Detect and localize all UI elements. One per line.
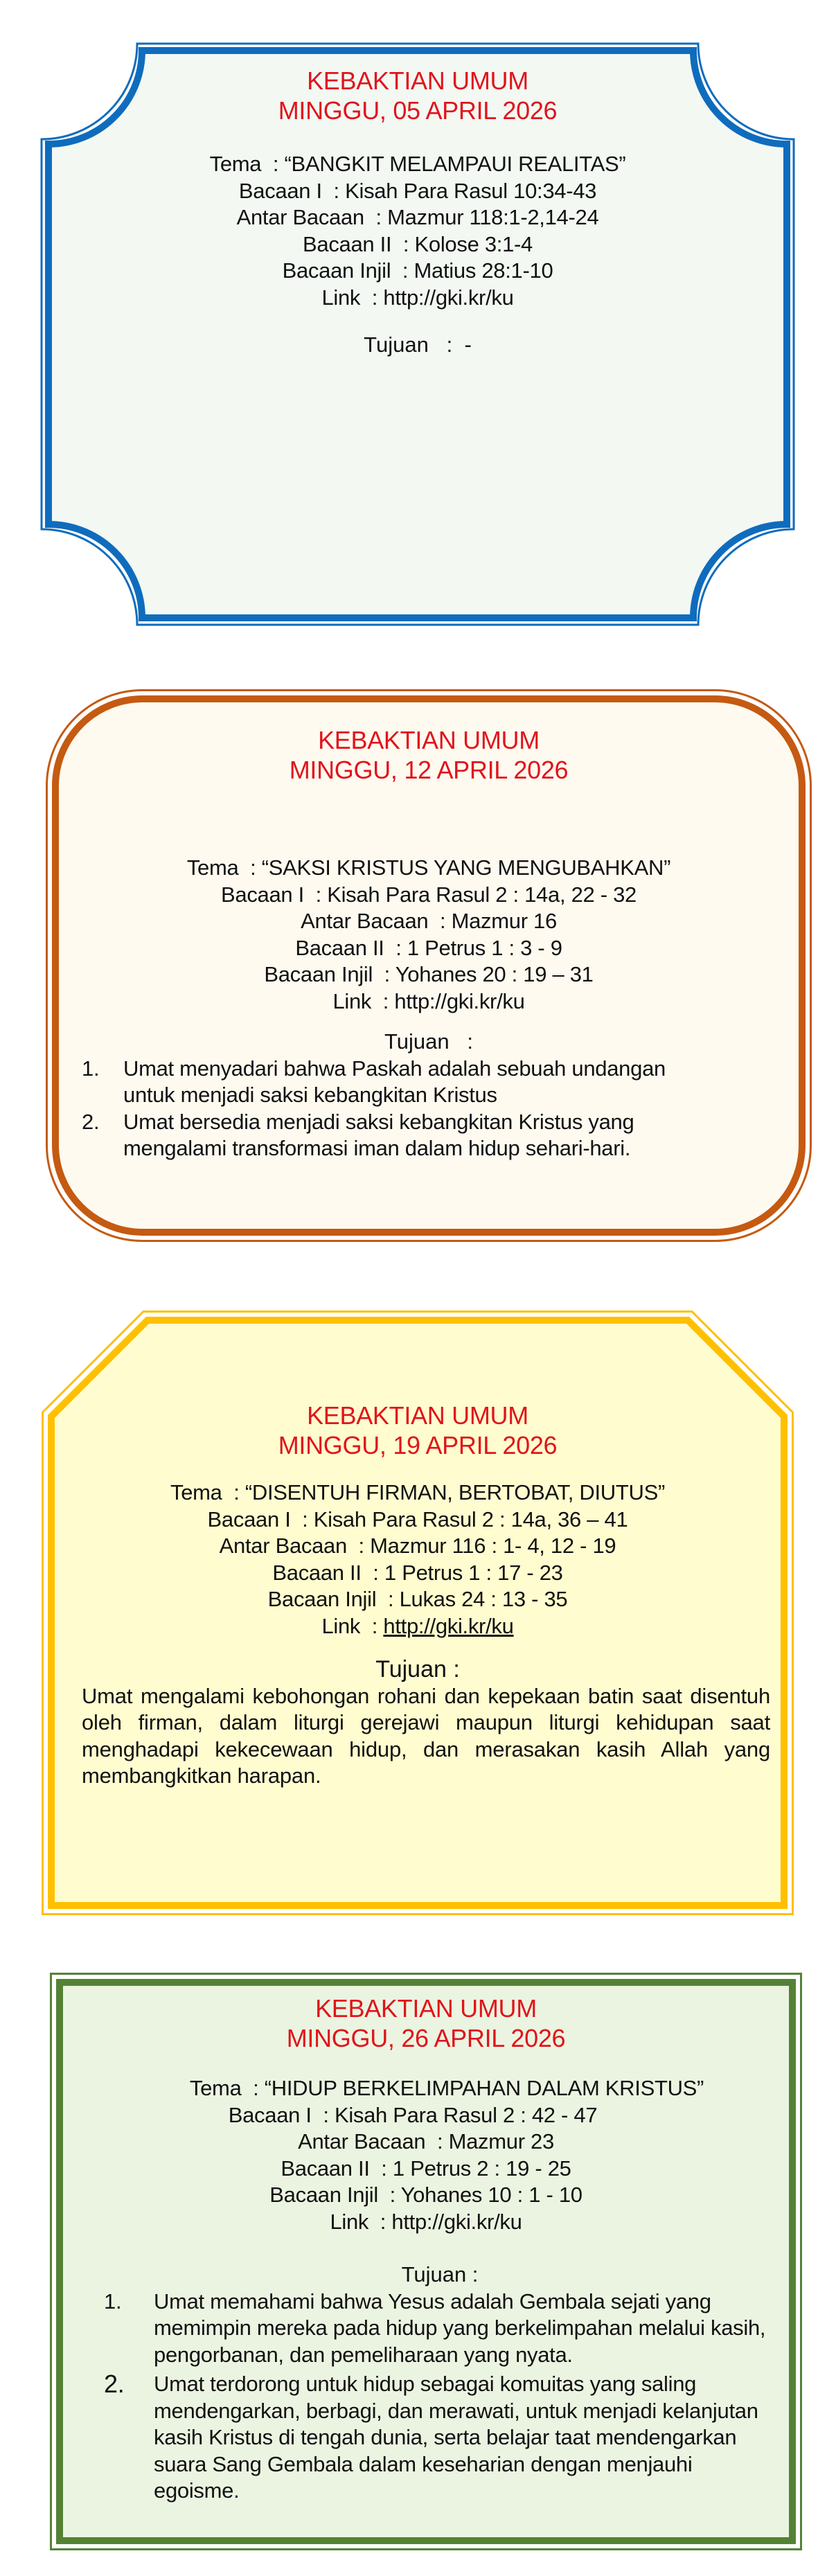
reading-1: Bacaan I : Kisah Para Rasul 2 : 14a, 36 – 41	[207, 1507, 628, 1531]
card-body	[42, 1401, 794, 1790]
gospel-reading: Bacaan Injil : Yohanes 20 : 19 – 31	[264, 962, 594, 986]
theme: Tema : “BANGKIT MELAMPAUI REALITAS”	[209, 152, 626, 176]
service-link[interactable]: http://gki.kr/ku	[391, 2209, 522, 2234]
link-row	[42, 285, 794, 312]
gospel-reading: Bacaan Injil : Yohanes 10 : 1 - 10	[269, 2183, 583, 2207]
card-body	[42, 66, 794, 359]
goal-number: 2.	[82, 1109, 100, 1134]
goals-paragraph: Umat mengalami kebohongan rohani dan kepekaan batin saat disentuh oleh firman, dalam liturgi gerejawi maupun liturgi kehidupan saat menghadapi kekecewaan hidup, dan merasakan kasih Allah yang membangkitkan harapan.	[82, 1683, 770, 1788]
link-label: Link :	[321, 285, 384, 310]
goal-item	[82, 1056, 691, 1109]
reading-2: Bacaan II : 1 Petrus 1 : 17 - 23	[272, 1560, 563, 1585]
link-row	[42, 1613, 794, 1640]
link-label: Link :	[332, 988, 395, 1013]
service-date: MINGGU, 05 APRIL 2026	[278, 96, 558, 125]
service-link[interactable]: http://gki.kr/ku	[383, 285, 514, 310]
goal-number: 2.	[104, 2370, 125, 2398]
theme: Tema : “SAKSI KRISTUS YANG MENGUBAHKAN”	[186, 855, 671, 880]
service-date: MINGGU, 26 APRIL 2026	[286, 2024, 566, 2052]
link-label: Link :	[321, 1613, 384, 1638]
service-link[interactable]: http://gki.kr/ku	[394, 988, 525, 1013]
service-card-apr-05	[42, 44, 794, 625]
goals-heading: Tujuan :	[401, 2262, 479, 2286]
goal-number: 1.	[82, 1056, 100, 1081]
reading-2: Bacaan II : 1 Petrus 1 : 3 - 9	[295, 935, 562, 960]
goals-heading: Tujuan :	[375, 1656, 460, 1682]
service-card-apr-26	[50, 1973, 802, 2550]
reading-1: Bacaan I : Kisah Para Rasul 10:34-43	[238, 178, 597, 203]
goals-heading: Tujuan : -	[364, 332, 472, 357]
psalm-reading: Antar Bacaan : Mazmur 16	[301, 909, 557, 933]
goal-text: Umat bersedia menjadi saksi kebangkitan Kristus yang mengalami transformasi iman dalam hidup sehari-hari.	[123, 1109, 634, 1160]
service-title: KEBAKTIAN UMUM	[307, 66, 528, 95]
reading-2: Bacaan II : Kolose 3:1-4	[303, 231, 533, 256]
goals-list	[82, 1056, 691, 1162]
link-row	[46, 988, 812, 1015]
gospel-reading: Bacaan Injil : Matius 28:1-10	[282, 258, 553, 283]
theme: Tema : “HIDUP BERKELIMPAHAN DALAM KRISTUS”	[189, 2076, 704, 2100]
service-title: KEBAKTIAN UMUM	[318, 726, 540, 754]
goal-text: Umat menyadari bahwa Paskah adalah sebuah undangan untuk menjadi saksi kebangkitan Kristus	[123, 1056, 666, 1107]
gospel-reading: Bacaan Injil : Lukas 24 : 13 - 35	[267, 1587, 568, 1611]
card-body	[46, 725, 812, 1162]
goal-item	[104, 2289, 769, 2369]
service-title: KEBAKTIAN UMUM	[315, 1994, 537, 2023]
goal-text: Umat memahami bahwa Yesus adalah Gembala sejati yang memimpin mereka pada hidup yang berkelimpahan melalui kasih, pengorbanan, dan pemeliharaan yang nyata.	[154, 2289, 766, 2367]
link-label: Link :	[330, 2209, 392, 2234]
service-card-apr-12	[46, 689, 812, 1242]
goals-heading: Tujuan :	[384, 1029, 474, 1054]
psalm-reading: Antar Bacaan : Mazmur 116 : 1- 4, 12 - 19	[219, 1534, 616, 1558]
service-date: MINGGU, 12 APRIL 2026	[289, 756, 569, 784]
goal-number: 1.	[104, 2289, 122, 2313]
reading-1: Bacaan I : Kisah Para Rasul 2 : 42 - 47	[228, 2102, 598, 2127]
psalm-reading: Antar Bacaan : Mazmur 118:1-2,14-24	[236, 205, 599, 229]
card-body	[50, 1993, 802, 2505]
reading-2: Bacaan II : 1 Petrus 2 : 19 - 25	[281, 2156, 571, 2180]
goal-text: Umat terdorong untuk hidup sebagai komuitas yang saling mendengarkan, berbagi, dan merawati, untuk menjadi kelanjutan kasih Kristus di tengah dunia, serta belajar taat mendengarkan suara Sang Gembala dalam keseharian dengan menjauhi egoisme.	[154, 2372, 758, 2503]
service-card-apr-19	[42, 1311, 794, 1915]
psalm-reading: Antar Bacaan : Mazmur 23	[298, 2129, 554, 2153]
goals-list	[104, 2289, 769, 2505]
goal-item	[104, 2371, 769, 2505]
reading-1: Bacaan I : Kisah Para Rasul 2 : 14a, 22 - 32	[221, 882, 637, 907]
service-link[interactable]: http://gki.kr/ku	[383, 1613, 514, 1638]
theme: Tema : “DISENTUH FIRMAN, BERTOBAT, DIUTUS”	[170, 1480, 665, 1504]
service-title: KEBAKTIAN UMUM	[307, 1401, 528, 1430]
service-date: MINGGU, 19 APRIL 2026	[278, 1431, 558, 1459]
link-row	[50, 2209, 802, 2236]
goal-item	[82, 1109, 691, 1162]
